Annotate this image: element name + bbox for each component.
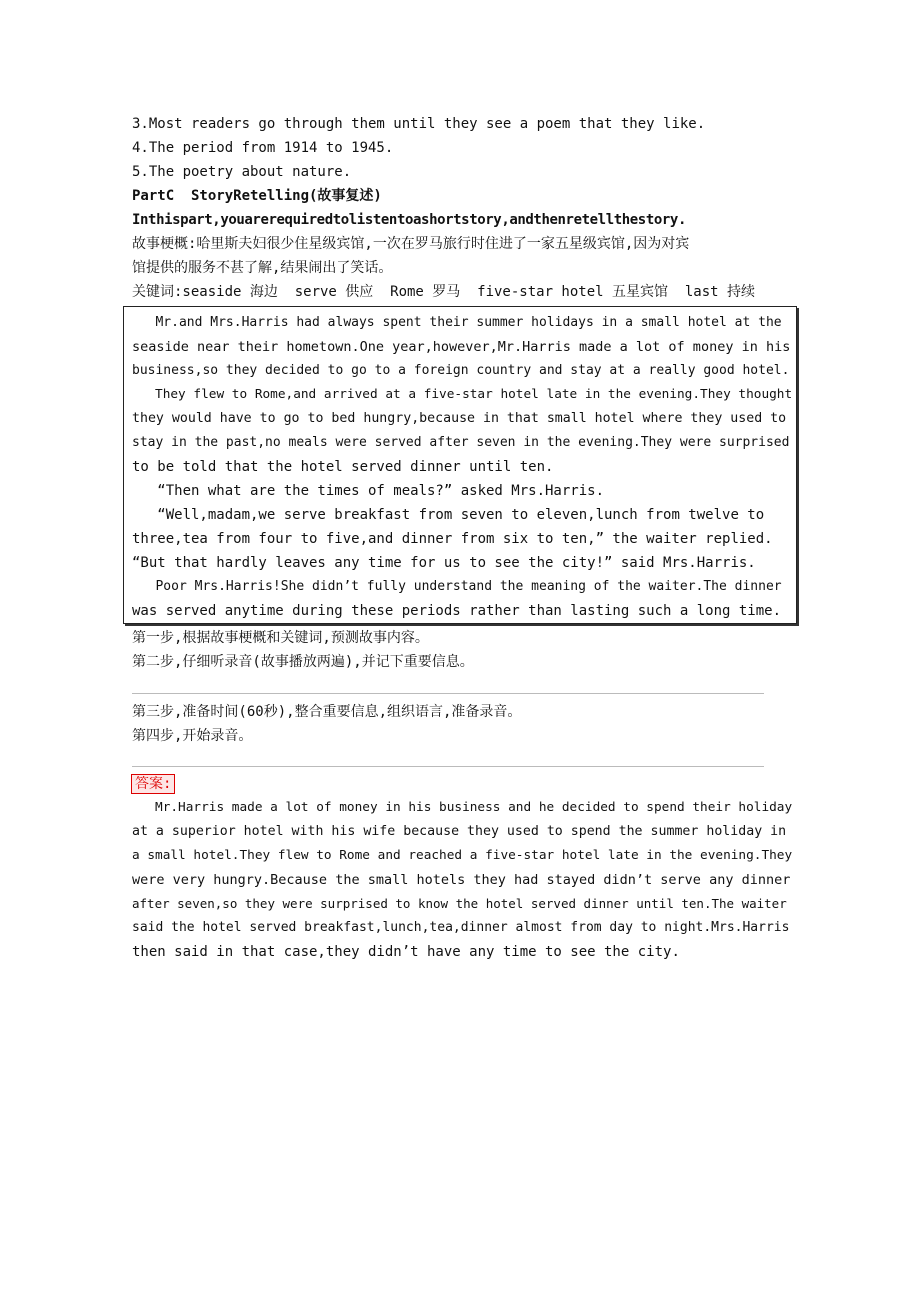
story-line: was served anytime during these periods rather than lasting such a long time. xyxy=(132,603,782,619)
story-line: Mr.and Mrs.Harris had always spent their summer holidays in a small hotel at the xyxy=(132,315,782,330)
step-4: 第四步,开始录音。 xyxy=(132,728,253,744)
step-1: 第一步,根据故事梗概和关键词,预测故事内容。 xyxy=(132,630,429,646)
story-box xyxy=(123,306,797,624)
answer-text-line: after seven,so they were surprised to know the hotel served dinner until ten.The waiter xyxy=(132,896,787,911)
story-line: seaside near their hometown.One year,however,Mr.Harris made a lot of money in his xyxy=(132,339,791,355)
story-line: “But that hardly leaves any time for us to see the city!” said Mrs.Harris. xyxy=(132,555,756,571)
answer-text-line: said the hotel served breakfast,lunch,tea,dinner almost from day to night.Mrs.Harris xyxy=(132,920,790,935)
summary-line-2: 馆提供的服务不甚了解,结果闹出了笑话。 xyxy=(132,260,393,276)
story-line: They flew to Rome,and arrived at a five-star hotel late in the evening.They thought xyxy=(132,387,793,402)
divider xyxy=(132,766,764,767)
part-title: PartC StoryRetelling(故事复述) xyxy=(132,188,382,204)
answer-line-3: 3.Most readers go through them until they see a poem that they like. xyxy=(132,116,706,132)
answer-line-5: 5.The poetry about nature. xyxy=(132,164,352,180)
keywords: 关键词:seaside 海边 serve 供应 Rome 罗马 five-star hotel 五星宾馆 last 持续 xyxy=(132,284,756,300)
answer-text-line: Mr.Harris made a lot of money in his business and he decided to spend their holiday xyxy=(132,800,793,815)
instruction: Inthispart,youarerequiredtolistentoashortstory,andthenretellthestory. xyxy=(132,212,686,228)
answer-text-line: at a superior hotel with his wife because they used to spend the summer holiday in xyxy=(132,824,787,839)
step-2: 第二步,仔细听录音(故事播放两遍),并记下重要信息。 xyxy=(132,654,474,670)
step-3: 第三步,准备时间(60秒),整合重要信息,组织语言,准备录音。 xyxy=(132,704,522,720)
story-line: stay in the past,no meals were served after seven in the evening.They were surprised xyxy=(132,435,790,450)
story-line: three,tea from four to five,and dinner from six to ten,” the waiter replied. xyxy=(132,531,773,547)
summary-line-1: 故事梗概:哈里斯夫妇很少住星级宾馆,一次在罗马旅行时住进了一家五星级宾馆,因为对宾 xyxy=(132,236,690,252)
story-line: Poor Mrs.Harris!She didn’t fully understand the meaning of the waiter.The dinner xyxy=(132,579,782,594)
answer-text-line: a small hotel.They flew to Rome and reached a five-star hotel late in the evening.They xyxy=(132,848,793,863)
story-line: “Well,madam,we serve breakfast from seven to eleven,lunch from twelve to xyxy=(132,507,765,523)
story-line: they would have to go to bed hungry,because in that small hotel where they used to xyxy=(132,411,787,426)
divider xyxy=(132,693,764,694)
answer-text-line: were very hungry.Because the small hotels they had stayed didn’t serve any dinner xyxy=(132,872,791,888)
answer-label: 答案: xyxy=(131,774,175,794)
story-line: “Then what are the times of meals?” asked Mrs.Harris. xyxy=(132,483,605,499)
story-line: to be told that the hotel served dinner until ten. xyxy=(132,459,554,475)
answer-line-4: 4.The period from 1914 to 1945. xyxy=(132,140,394,156)
story-line: business,so they decided to go to a foreign country and stay at a really good hotel. xyxy=(132,363,790,378)
answer-text-line: then said in that case,they didn’t have any time to see the city. xyxy=(132,944,680,960)
